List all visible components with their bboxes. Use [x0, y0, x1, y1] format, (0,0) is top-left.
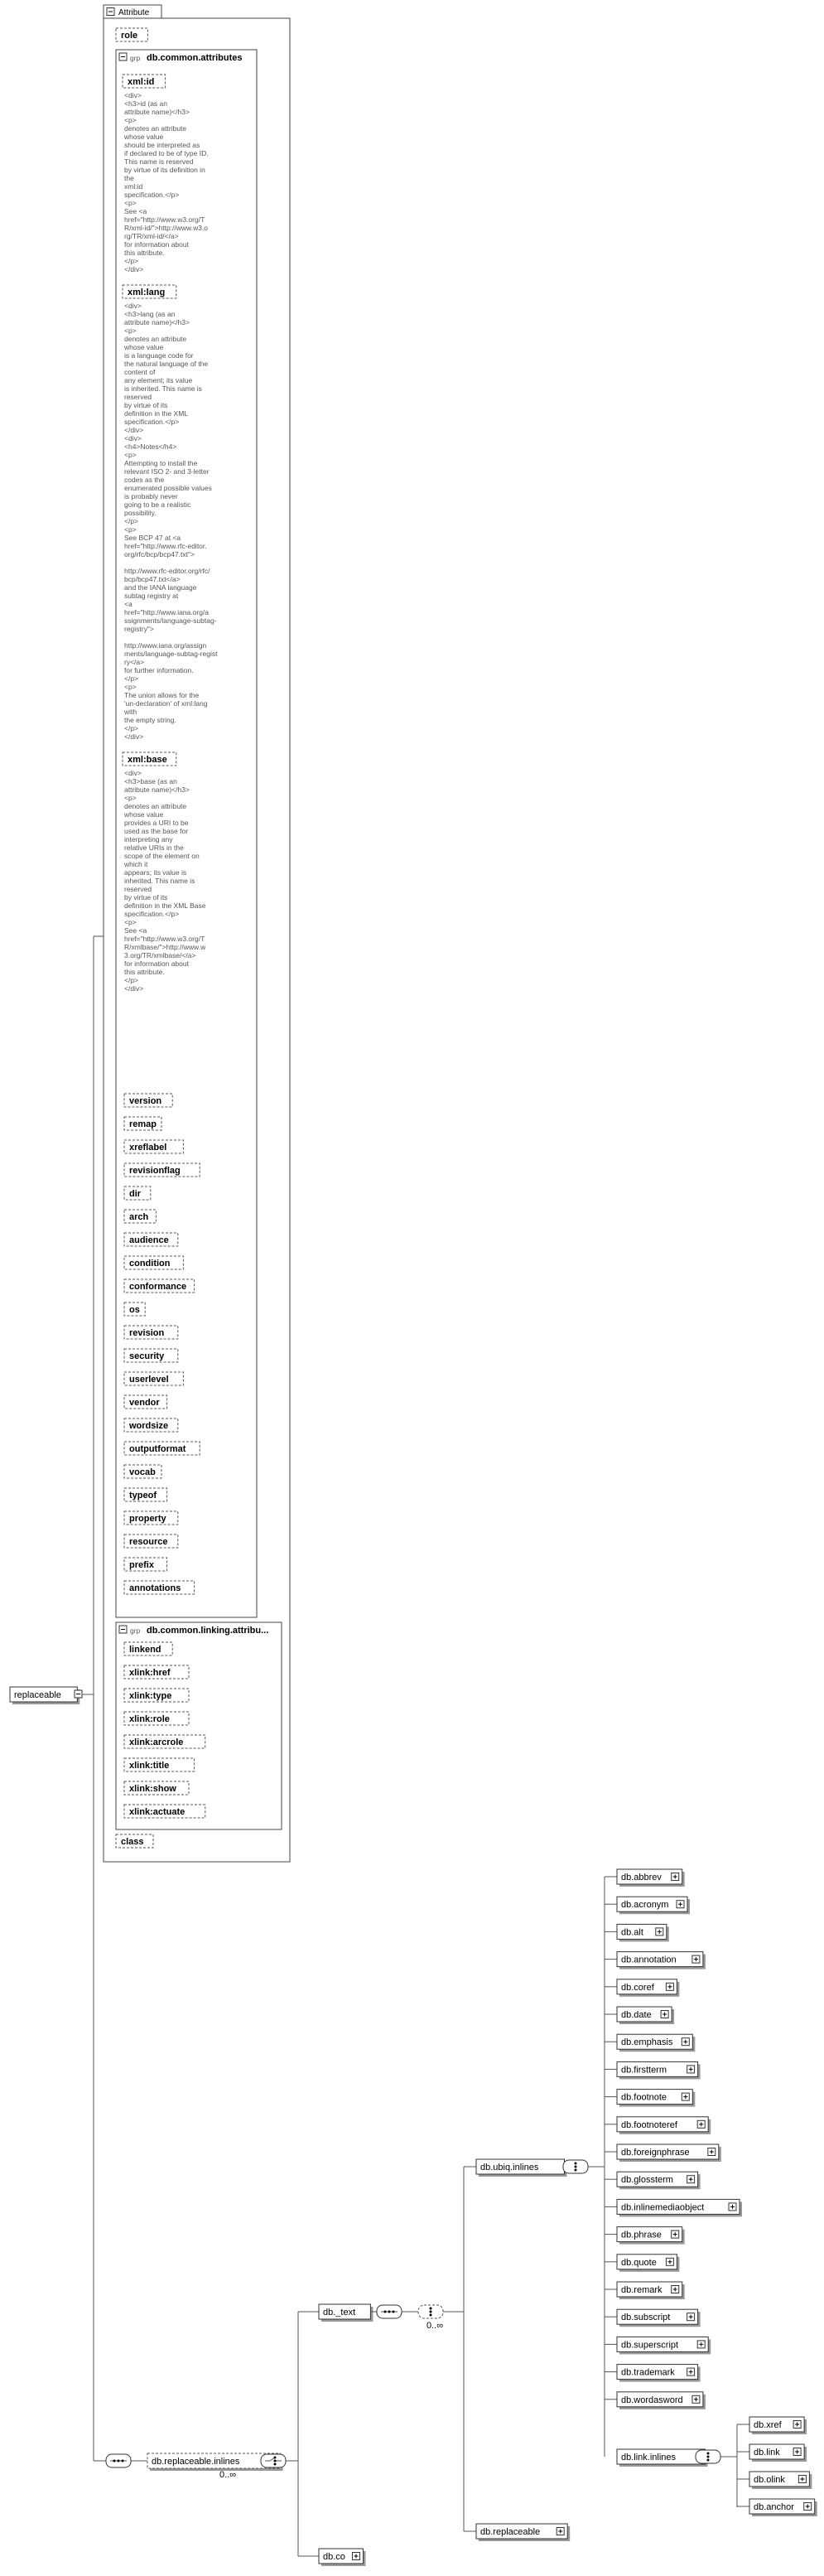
expand-icon[interactable]	[798, 2476, 806, 2483]
doc-xml-lang-line: the empty string.	[124, 716, 176, 724]
attr-xml-lang-label: xml:lang	[128, 288, 166, 297]
doc-xml-lang-line: possibility.	[124, 509, 157, 517]
element-db-replaceable-label: db.replaceable	[480, 2527, 541, 2537]
seq-dot	[388, 2311, 391, 2313]
attr-xlink-arcrole-label: xlink:arcrole	[129, 1737, 184, 1747]
expand-icon[interactable]	[682, 2038, 689, 2046]
expand-icon[interactable]	[677, 1901, 684, 1908]
doc-xml-lang-line: </div>	[124, 426, 144, 434]
doc-xml-base-line: relative URIs in the	[124, 843, 184, 852]
doc-xml-lang-line: <p>	[124, 683, 137, 691]
doc-xml-lang-line: registry">	[124, 625, 154, 633]
expand-icon[interactable]	[729, 2203, 736, 2211]
doc-xml-lang-line: codes as the	[124, 476, 165, 484]
doc-xml-id-line: <p>	[124, 199, 137, 207]
doc-xml-id-line: <h3>id (as an	[124, 99, 167, 108]
doc-xml-base-line: inherited. This name is	[124, 877, 195, 885]
doc-xml-base-line: <h3>base (as an	[124, 777, 177, 785]
doc-xml-lang-line: with	[124, 708, 137, 716]
doc-xml-id-line: xml:id	[124, 182, 143, 191]
doc-xml-lang-line: <p>	[124, 326, 137, 335]
doc-xml-base-line: <div>	[124, 769, 142, 777]
expand-icon[interactable]	[692, 1955, 700, 1963]
collapse-icon[interactable]	[119, 1626, 127, 1633]
doc-xml-base-line: R/xmlbase/">http://www.w	[124, 943, 206, 951]
seq-dot	[384, 2311, 387, 2313]
doc-xml-base-line: used as the base for	[124, 827, 189, 835]
attr-vendor-label: vendor	[129, 1398, 160, 1408]
doc-xml-lang-line: attribute name)</h3>	[124, 318, 190, 326]
doc-xml-lang-line: <div>	[124, 302, 142, 310]
seq-dot	[122, 2460, 124, 2462]
collapse-icon[interactable]	[119, 53, 127, 60]
doc-xml-lang-line: reserved	[124, 393, 152, 401]
doc-xml-id-line: should be interpreted as	[124, 141, 200, 149]
doc-xml-lang-line: denotes an attribute	[124, 335, 187, 343]
doc-xml-id-line: specification.</p>	[124, 191, 180, 199]
attr-userlevel-label: userlevel	[129, 1375, 169, 1385]
doc-xml-lang-line: for further information.	[124, 666, 194, 674]
attr-dir-label: dir	[129, 1189, 142, 1199]
element-db-emphasis-label: db.emphasis	[621, 2037, 673, 2048]
doc-xml-base-line: appears; its value is	[124, 868, 187, 877]
attr-audience-label: audience	[129, 1235, 169, 1245]
doc-xml-lang-line: <h4>Notes</h4>	[124, 442, 177, 451]
expand-icon[interactable]	[793, 2421, 801, 2429]
choice-dot	[274, 2457, 277, 2459]
doc-xml-base-line: definition in the XML Base	[124, 901, 206, 910]
attr-xlink-href-label: xlink:href	[129, 1668, 171, 1678]
doc-xml-id-line: denotes an attribute	[124, 124, 187, 133]
doc-xml-base-line: attribute name)</h3>	[124, 785, 190, 794]
element-db-inlinemediaobject-label: db.inlinemediaobject	[621, 2202, 705, 2213]
doc-xml-lang-line: <a	[124, 600, 133, 608]
expand-icon[interactable]	[692, 2395, 700, 2403]
expand-icon[interactable]	[697, 2341, 705, 2348]
group-ubiq-inlines-label: db.ubiq.inlines	[480, 2163, 539, 2172]
doc-xml-lang-line: is inherited. This name is	[124, 384, 202, 393]
doc-xml-base-line: </p>	[124, 976, 139, 984]
attr-revision-label: revision	[129, 1328, 165, 1338]
element-db-subscript-label: db.subscript	[621, 2313, 671, 2323]
doc-xml-lang-line: ments/language-subtag-regist	[124, 650, 218, 658]
attr-conformance-label: conformance	[129, 1282, 187, 1292]
doc-xml-lang-line: bcp/bcp47.txt</a>	[124, 575, 181, 583]
attr-prefix-label: prefix	[129, 1560, 154, 1570]
expand-icon[interactable]	[687, 2368, 695, 2375]
element-db-remark-label: db.remark	[621, 2285, 663, 2295]
seq-dot	[118, 2460, 120, 2462]
doc-xml-lang-line: 'un-declaration' of xml:lang	[124, 699, 208, 708]
doc-xml-lang-line: http://www.iana.org/assign	[124, 641, 207, 650]
attr-outputformat-label: outputformat	[129, 1444, 186, 1454]
doc-xml-lang-line: specification.</p>	[124, 418, 180, 426]
doc-xml-base-line: this attribute.	[124, 968, 165, 976]
doc-xml-base-line: whose value	[124, 810, 164, 819]
attr-xreflabel-label: xreflabel	[129, 1143, 167, 1153]
doc-xml-lang-line: ssignments/language-subtag-	[124, 616, 217, 625]
doc-xml-base-line: by virtue of its	[124, 893, 168, 901]
expand-icon[interactable]	[672, 1873, 679, 1881]
doc-xml-lang-line: http://www.rfc-editor.org/rfc/	[124, 567, 210, 575]
expand-icon[interactable]	[666, 1983, 673, 1990]
expand-icon[interactable]	[672, 2230, 679, 2238]
attr-vocab-label: vocab	[129, 1467, 156, 1477]
seq-dot	[113, 2460, 116, 2462]
doc-xml-base-line: 3.org/TR/xmlbase/</a>	[124, 951, 196, 959]
choice-dot	[274, 2463, 277, 2466]
collapse-icon[interactable]	[107, 8, 114, 16]
doc-xml-lang-line: relevant ISO 2- and 3-letter	[124, 467, 210, 476]
choice-compositor[interactable]	[261, 2454, 286, 2467]
doc-xml-id-line: href="http://www.w3.org/T	[124, 215, 205, 224]
doc-xml-id-line: <p>	[124, 116, 137, 124]
doc-xml-lang-line: <div>	[124, 434, 142, 442]
doc-xml-base-line: scope of the element on	[124, 852, 200, 860]
doc-xml-lang-line: <h3>lang (as an	[124, 310, 176, 318]
doc-xml-lang-line: See BCP 47 at <a	[124, 534, 181, 542]
root-replaceable-label: replaceable	[14, 1690, 61, 1700]
group-common-prefix: grp	[130, 54, 141, 62]
attr-xml-base-label: xml:base	[128, 755, 167, 765]
doc-xml-base-line: which it	[124, 860, 148, 868]
doc-xml-id-line: attribute name)</h3>	[124, 108, 190, 116]
attr-class-label: class	[121, 1837, 144, 1847]
attr-resource-label: resource	[129, 1537, 168, 1547]
expand-icon[interactable]	[557, 2528, 564, 2535]
doc-xml-lang-line: is a language code for	[124, 351, 194, 360]
doc-xml-lang-line: The union allows for the	[124, 691, 200, 699]
doc-xml-id-line: if declared to be of type ID.	[124, 149, 209, 157]
doc-xml-base-line: interpreting any	[124, 835, 173, 843]
doc-xml-id-line: This name is reserved	[124, 157, 194, 166]
element-db-wordasword-label: db.wordasword	[621, 2395, 683, 2405]
element-db-trademark-label: db.trademark	[621, 2367, 675, 2378]
choice-dot	[430, 2308, 432, 2310]
group-replaceable-inlines-label: db.replaceable.inlines	[152, 2457, 240, 2467]
attr-annotations-label: annotations	[129, 1583, 181, 1593]
doc-xml-id-line: </div>	[124, 265, 144, 273]
expand-icon[interactable]	[353, 2553, 360, 2560]
doc-xml-id-line: rg/TR/xml-id/</a>	[124, 232, 179, 240]
attr-xlink-type-label: xlink:type	[129, 1691, 172, 1701]
doc-xml-id-line: See <a	[124, 207, 147, 215]
attr-xlink-title-label: xlink:title	[129, 1761, 170, 1771]
expand-icon[interactable]	[804, 2503, 812, 2511]
doc-xml-id-line: the	[124, 174, 134, 182]
attr-property-label: property	[129, 1514, 166, 1524]
element-db-footnoteref-label: db.footnoteref	[621, 2119, 677, 2130]
expand-icon[interactable]	[687, 2066, 695, 2073]
doc-xml-id-line: <div>	[124, 91, 142, 99]
attr-role-label: role	[121, 31, 138, 41]
expand-icon[interactable]	[666, 2258, 673, 2265]
doc-xml-base-line: specification.</p>	[124, 910, 180, 918]
attr-typeof-label: typeof	[129, 1491, 157, 1501]
attr-remap-label: remap	[129, 1119, 157, 1129]
doc-xml-id-line: </p>	[124, 257, 139, 265]
doc-xml-base-line: See <a	[124, 926, 147, 935]
attr-revisionflag-label: revisionflag	[129, 1166, 181, 1176]
element-db-glossterm-label: db.glossterm	[621, 2175, 673, 2186]
element-db-co-label: db.co	[323, 2552, 345, 2562]
element-db-quote-label: db.quote	[621, 2257, 657, 2268]
element-db-acronym-label: db.acronym	[621, 1900, 669, 1911]
attr-version-label: version	[129, 1096, 162, 1106]
expand-icon[interactable]	[687, 2176, 695, 2183]
doc-xml-lang-line: going to be a realistic	[124, 500, 191, 509]
doc-xml-lang-line: </div>	[124, 732, 144, 741]
choice-dot	[707, 2459, 710, 2462]
doc-xml-id-line: whose value	[124, 133, 164, 141]
doc-xml-lang-line: enumerated possible values	[124, 484, 212, 492]
attr-xlink-show-label: xlink:show	[129, 1784, 176, 1794]
doc-xml-lang-line: href="http://www.rfc-editor.	[124, 542, 207, 550]
doc-xml-lang-line: is probably never	[124, 492, 178, 500]
expand-icon[interactable]	[687, 2313, 695, 2321]
seq-dot	[393, 2311, 395, 2313]
doc-xml-lang-line: by virtue of its	[124, 401, 168, 409]
attr-security-label: security	[129, 1351, 165, 1361]
element-db-phrase-label: db.phrase	[621, 2230, 662, 2240]
group-link-inlines-label: db.link.inlines	[621, 2453, 677, 2462]
choice-dot	[575, 2166, 577, 2168]
element-db-annotation-label: db.annotation	[621, 1955, 677, 1965]
group-linking-name: db.common.linking.attribu...	[147, 1626, 269, 1636]
group-common-name: db.common.attributes	[147, 53, 243, 63]
element-db-firstterm-label: db.firstterm	[621, 2065, 667, 2076]
doc-xml-base-line: provides a URI to be	[124, 819, 189, 827]
doc-xml-lang-line: </p>	[124, 724, 139, 732]
collapse-icon[interactable]	[75, 1690, 82, 1698]
doc-xml-lang-line: content of	[124, 368, 156, 376]
attr-linkend-label: linkend	[129, 1645, 161, 1655]
element-db-footnote-label: db.footnote	[621, 2092, 667, 2103]
doc-xml-lang-line: <p>	[124, 451, 137, 459]
doc-xml-lang-line: whose value	[124, 343, 164, 351]
doc-xml-lang-line: subtag registry at	[124, 592, 179, 600]
doc-xml-base-line: href="http://www.w3.org/T	[124, 935, 205, 943]
element-db-superscript-label: db.superscript	[621, 2340, 679, 2351]
element-db-anchor-label: db.anchor	[754, 2502, 794, 2512]
choice-dot	[274, 2460, 277, 2462]
doc-xml-lang-line: Attempting to install the	[124, 459, 198, 467]
choice-dot	[430, 2314, 432, 2317]
element-db-link-label: db.link	[754, 2448, 780, 2458]
attr-xml-id-label: xml:id	[128, 77, 155, 87]
doc-xml-base-line: for information about	[124, 959, 189, 968]
doc-xml-lang-line: </p>	[124, 674, 139, 683]
attr-wordsize-label: wordsize	[129, 1421, 169, 1431]
choice-dot	[430, 2311, 432, 2313]
attr-condition-label: condition	[129, 1259, 171, 1269]
attr-xlink-actuate-label: xlink:actuate	[129, 1807, 186, 1817]
attr-arch-label: arch	[129, 1212, 149, 1222]
element-db-abbrev-label: db.abbrev	[621, 1873, 662, 1882]
expand-icon[interactable]	[672, 2286, 679, 2293]
doc-xml-lang-line: org/rfc/bcp/bcp47.txt">	[124, 550, 195, 558]
doc-xml-lang-line: ry</a>	[124, 658, 145, 666]
expand-icon[interactable]	[656, 1928, 663, 1936]
choice-dot	[575, 2169, 577, 2172]
doc-xml-base-line: </div>	[124, 984, 144, 993]
choice-dot	[707, 2456, 710, 2458]
element-db-alt-label: db.alt	[621, 1927, 643, 1938]
doc-xml-id-line: R/xml-id/">http://www.w3.o	[124, 224, 209, 232]
attr-xlink-role-label: xlink:role	[129, 1714, 170, 1724]
occurs-text-choice: 0..∞	[426, 2321, 444, 2331]
doc-xml-id-line: for information about	[124, 240, 189, 249]
doc-xml-base-line: <p>	[124, 918, 137, 926]
expand-icon[interactable]	[697, 2120, 705, 2128]
choice-dot	[575, 2163, 577, 2165]
attribute-tab-label: Attribute	[118, 8, 150, 17]
doc-xml-lang-line: href="http://www.iana.org/a	[124, 608, 210, 616]
element-db-date-label: db.date	[621, 2010, 652, 2020]
doc-xml-base-line: reserved	[124, 885, 152, 893]
expand-icon[interactable]	[793, 2448, 801, 2456]
expand-icon[interactable]	[661, 2011, 668, 2018]
element-db-foreignphrase-label: db.foreignphrase	[621, 2148, 690, 2158]
doc-xml-base-line: <p>	[124, 794, 137, 802]
attr-os-label: os	[129, 1305, 140, 1315]
doc-xml-lang-line: <p>	[124, 525, 137, 534]
doc-xml-base-line: denotes an attribute	[124, 802, 187, 810]
doc-xml-lang-line: any element; its value	[124, 376, 193, 384]
doc-xml-id-line: this attribute.	[124, 249, 165, 257]
element-db-xref-label: db.xref	[754, 2420, 782, 2430]
choice-dot	[707, 2453, 710, 2455]
element-db-olink-label: db.olink	[754, 2475, 785, 2485]
group-linking-prefix: grp	[130, 1626, 141, 1635]
expand-icon[interactable]	[708, 2148, 716, 2156]
occurs-replaceable-inlines: 0..∞	[219, 2470, 237, 2480]
doc-xml-lang-line: the natural language of the	[124, 360, 209, 368]
doc-xml-lang-line: and the IANA language	[124, 583, 197, 592]
doc-xml-lang-line: definition in the XML	[124, 409, 189, 418]
expand-icon[interactable]	[682, 2093, 689, 2100]
group-text-label: db._text	[323, 2308, 356, 2317]
doc-xml-lang-line: </p>	[124, 517, 139, 525]
element-db-coref-label: db.coref	[621, 1982, 654, 1993]
doc-xml-id-line: by virtue of its definition in	[124, 166, 205, 174]
